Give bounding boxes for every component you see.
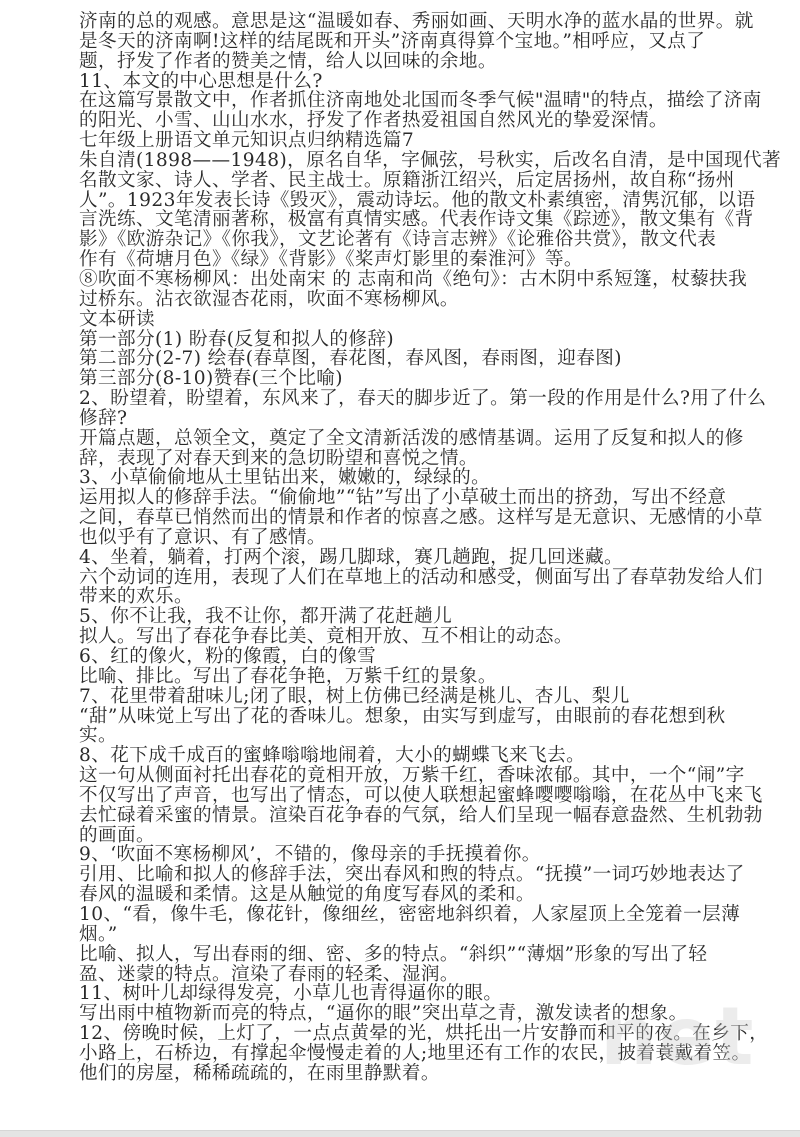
text-line: 开篇点题，总领全文，奠定了全文清新活泼的感情基调。运用了反复和拟人的修 bbox=[79, 427, 744, 449]
text-line: 盈、迷蒙的特点。渲染了春雨的轻柔、湿润。 bbox=[79, 963, 459, 985]
text-line: 6、红的像火，粉的像霞，白的像雪 bbox=[79, 646, 377, 667]
text-line: 运用拟人的修辞手法。“偷偷地”“钻”写出了小草破土而出的挤劲，写出不经意 bbox=[79, 487, 727, 509]
text-line: 拟人。写出了春花争春比美、竟相开放、互不相让的动态。 bbox=[79, 626, 573, 648]
text-line: 言洗练、文笔清丽著称，极富有真情实感。代表作诗文集《踪迹》，散文集有《背 bbox=[79, 209, 754, 231]
text-line: 作有《荷塘月色》《绿》《背影》《桨声灯影里的秦淮河》等。 bbox=[79, 249, 583, 271]
text-line: 也似乎有了意识、有了感情。 bbox=[79, 526, 326, 548]
text-line: 比喻、排比。写出了春花争艳，万紫千红的景象。 bbox=[79, 665, 497, 687]
text-line: ⑧吹面不寒杨柳风：出处南宋 的 志南和尚《绝句》：古木阴中系短篷，杖藜扶我 bbox=[79, 268, 748, 290]
text-line: 辞，表现了对春天到来的急切盼望和喜悦之情。 bbox=[79, 447, 478, 469]
text-line: 文本研读 bbox=[79, 308, 155, 330]
text-line: 引用、比喻和拟人的修辞手法，突出春风和煦的特点。“抚摸”一词巧妙地表达了 bbox=[79, 864, 745, 886]
text-line: 名散文家、诗人、学者、民主战士。原籍浙江绍兴，后定居扬州，故自称“扬州 bbox=[79, 169, 735, 191]
text-line: 修辞? bbox=[79, 407, 128, 429]
text-line: 六个动词的连用，表现了人们在草地上的活动和感受，侧面写出了春草勃发给人们 bbox=[79, 566, 763, 588]
text-line: 9、‘吹面不寒杨柳风’，不错的，像母亲的手抚摸着你。 bbox=[79, 844, 541, 866]
page-bottom-edge bbox=[0, 1130, 800, 1137]
text-line: 第一部分(1) 盼春(反复和拟人的修辞) bbox=[79, 328, 395, 350]
text-line: 去忙碌着采蜜的情景。渲染百花争春的气氛，给人们呈现一幅春意盎然、生机勃勃 bbox=[79, 804, 763, 826]
text-line: 12、傍晚时候，上灯了，一点点黄晕的光，烘托出一片安静而和平的夜。在乡下， bbox=[79, 1023, 769, 1045]
text-line: 5、你不让我，我不让你，都开满了花赶趟儿 bbox=[79, 606, 453, 628]
text-line: 他们的房屋，稀稀疏疏的，在雨里静默着。 bbox=[79, 1062, 440, 1084]
text-line: 7、花里带着甜味儿;闭了眼，树上仿佛已经满是桃儿、杏儿、梨儿 bbox=[79, 685, 630, 707]
text-line: 带来的欢乐。 bbox=[79, 586, 193, 608]
text-line: 第三部分(8-10)赞春(三个比喻) bbox=[79, 368, 343, 390]
text-line: 人”。1923年发表长诗《毁灭》，震动诗坛。他的散文朴素缜密，清隽沉郁，以语 bbox=[79, 189, 756, 211]
text-line: 烟。” bbox=[79, 923, 118, 945]
text-line: 2、盼望着，盼望着，东风来了，春天的脚步近了。第一段的作用是什么?用了什么 bbox=[79, 388, 767, 410]
text-line: 3、小草偷偷地从土里钻出来，嫩嫩的，绿绿的。 bbox=[79, 467, 491, 489]
text-line: 七年级上册语文单元知识点归纳精选篇7 bbox=[79, 130, 415, 152]
text-line: 4、坐着，躺着，打两个滚，踢几脚球，赛几趟跑，捉几回迷藏。 bbox=[79, 546, 624, 568]
text-line: 11、本文的中心思想是什么? bbox=[79, 70, 323, 92]
text-line: 实。 bbox=[79, 725, 117, 747]
text-line: 过桥东。沾衣欲湿杏花雨，吹面不寒杨柳风。 bbox=[79, 288, 459, 310]
text-line: 之间，春草已悄然而出的情景和作者的惊喜之感。这样写是无意识、无感情的小草 bbox=[79, 507, 763, 529]
text-line: 在这篇写景散文中，作者抓住济南地处北国而冬季气候"温晴"的特点，描绘了济南 bbox=[79, 90, 762, 112]
text-line: 11、树叶儿却绿得发亮，小草儿也青得逼你的眼。 bbox=[79, 983, 503, 1005]
text-line: 春风的温暖和柔情。这是从触觉的角度写春风的柔和。 bbox=[79, 884, 535, 906]
text-line: 的阳光、小雪、山山水水，抒发了作者热爱祖国自然风光的挚爱深情。 bbox=[79, 110, 668, 132]
document-page bbox=[79, 11, 781, 1084]
text-line: 8、花下成千成百的蜜蜂嗡嗡地闹着，大小的蝴蝶飞来飞去。 bbox=[79, 745, 586, 767]
text-line: 这一句从侧面衬托出春花的竟相开放，万紫千红，香味浓郁。其中，一个“闹”字 bbox=[79, 765, 745, 787]
text-line: 写出雨中植物新而亮的特点，“逼你的眼”突出草之青，激发读者的想象。 bbox=[79, 1003, 688, 1025]
text-line: 题，抒发了作者的赞美之情，给人以回味的余地。 bbox=[79, 50, 497, 72]
text-line: 济南的总的观感。意思是这“温暖如春、秀丽如画、天明水净的蓝水晶的世界。就 bbox=[79, 11, 754, 32]
text-line: 第二部分(2-7) 绘春(春草图，春花图，春风图，春雨图，迎春图) bbox=[79, 348, 622, 370]
text-line: 10、“看，像牛毛，像花针，像细丝，密密地斜织着，人家屋顶上全笼着一层薄 bbox=[79, 903, 741, 925]
text-line: “甜”从味觉上写出了花的香味儿。想象，由实写到虚写，由眼前的春花想到秋 bbox=[79, 705, 726, 727]
watermark: net bbox=[600, 990, 756, 1083]
text-line: 小路上，石桥边，有撑起伞慢慢走着的人;地里还有工作的农民，披着蓑戴着笠。 bbox=[79, 1042, 751, 1064]
text-line: 的画面。 bbox=[79, 824, 155, 846]
text-line: 朱自清(1898——1948)，原名自华，字佩弦，号秋实，后改名自清，是中国现代著 bbox=[79, 149, 781, 171]
text-line: 不仅写出了声音，也写出了情态，可以使人联想起蜜蜂嘤嘤嗡嗡，在花丛中飞来飞 bbox=[79, 784, 763, 806]
text-line: 影》《欧游杂记》《你我》，文艺论著有《诗言志辨》《论雅俗共赏》，散文代表 bbox=[79, 229, 717, 251]
text-line: 是冬天的济南啊!这样的结尾既和开头”济南真得算个宝地。”相呼应，又点了 bbox=[79, 30, 706, 52]
text-line: 比喻、拟人，写出春雨的细、密、多的特点。“斜织”“薄烟”形象的写出了轻 bbox=[79, 943, 708, 965]
